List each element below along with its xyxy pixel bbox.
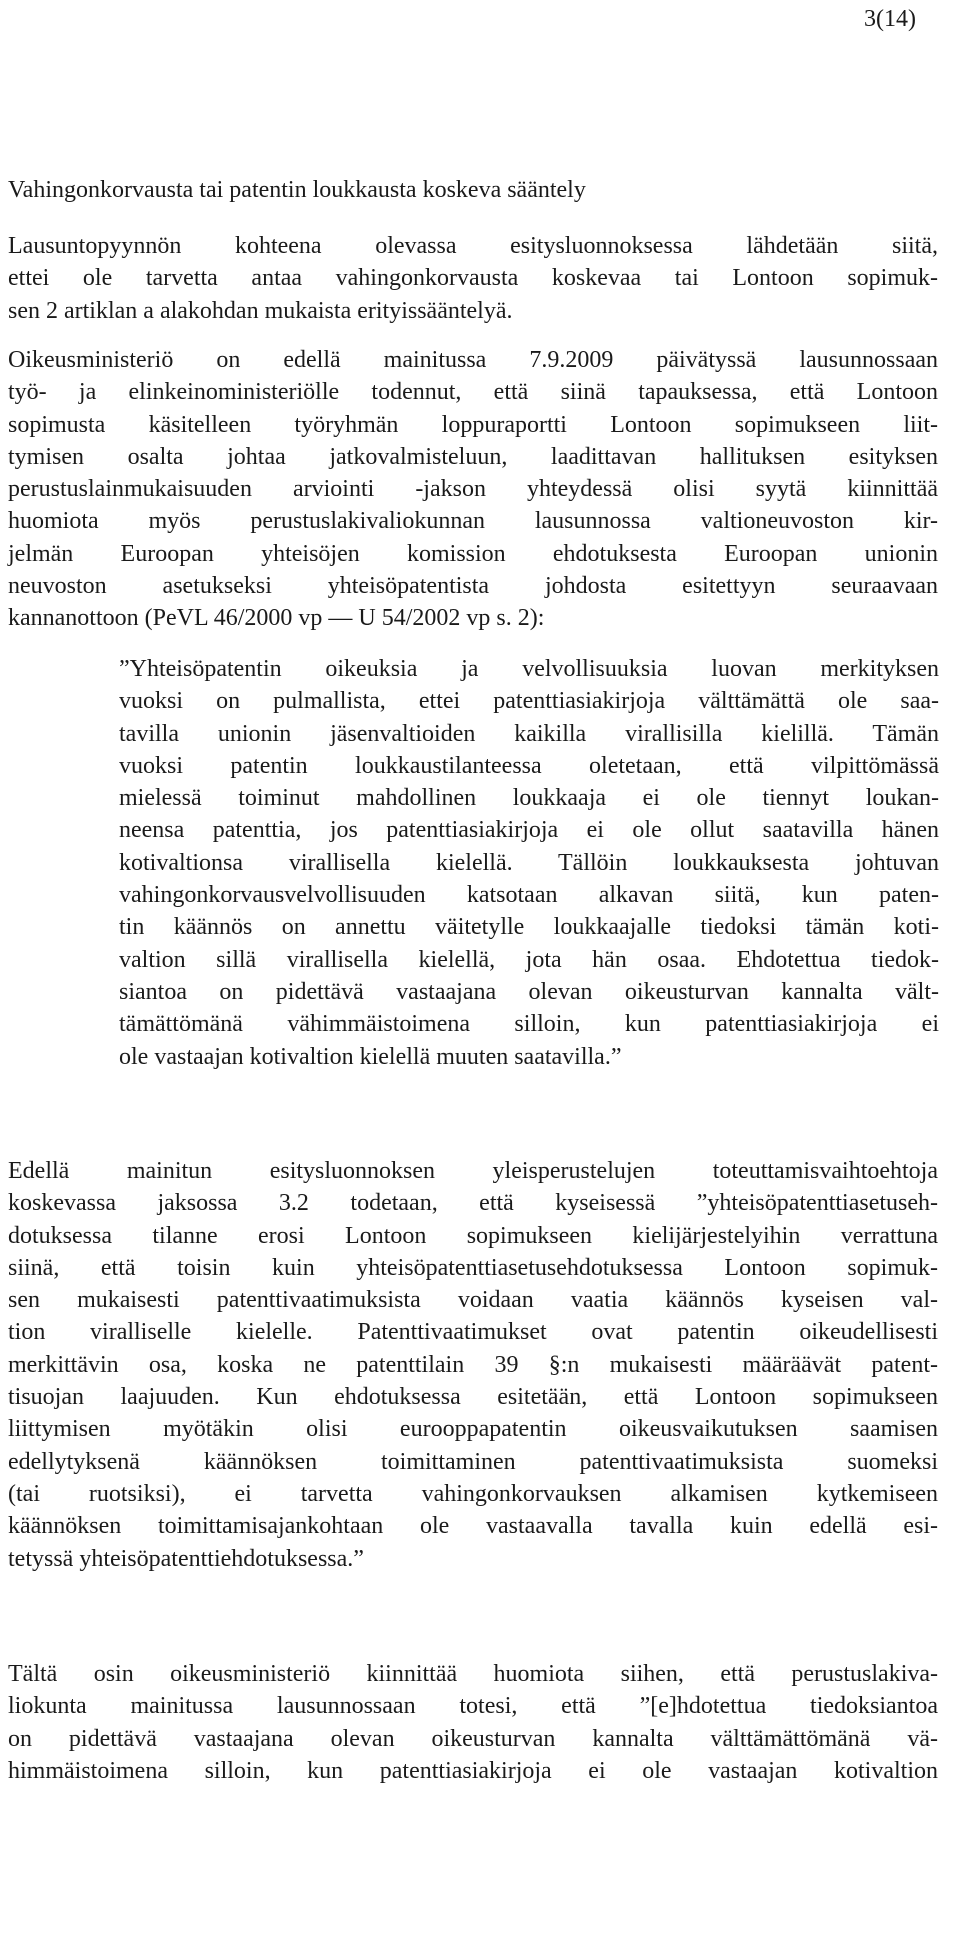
paragraph-line: tymisen osalta johtaa jatkovalmisteluun, laadittavan hallituksen esityksen xyxy=(8,443,938,470)
quote-line: mielessä toiminut mahdollinen loukkaaja ei ole tiennyt loukan- xyxy=(119,785,939,812)
paragraph-1 xyxy=(8,230,938,327)
paragraph-line: perustuslainmukaisuuden arviointi -jakson yhteydessä olisi syytä kiinnittää xyxy=(8,476,938,503)
paragraph-line: edellytyksenä käännöksen toimittaminen patenttivaatimuksista suomeksi xyxy=(8,1448,938,1475)
paragraph-line: tetyssä yhteisöpatenttiehdotuksessa.” xyxy=(8,1545,364,1572)
paragraph-line: sen mukaisesti patenttivaatimuksista voidaan vaatia käännös kyseisen val- xyxy=(8,1287,938,1314)
paragraph-4 xyxy=(8,1658,938,1787)
paragraph-line: työ- ja elinkeinoministeriölle todennut, että siinä tapauksessa, että Lontoon xyxy=(8,379,938,406)
quote-line: tämättömänä vähimmäistoimena silloin, kun patenttiasiakirjoja ei xyxy=(119,1011,939,1038)
paragraph-line: liokunta mainitussa lausunnossaan totesi, että ”[e]hdotettua tiedoksiantoa xyxy=(8,1693,938,1720)
paragraph-line: neuvoston asetukseksi yhteisöpatentista johdosta esitettyyn seuraavaan xyxy=(8,573,938,600)
quote-line: tin käännös on annettu väitetylle loukkaajalle tiedoksi tämän koti- xyxy=(119,914,939,941)
paragraph-line: Lausuntopyynnön kohteena olevassa esitysluonnoksessa lähdetään siitä, xyxy=(8,233,938,259)
quote-line: vuoksi on pulmallista, ettei patenttiasiakirjoja välttämättä ole saa- xyxy=(119,688,939,715)
quote-line: ”Yhteisöpatentin oikeuksia ja velvollisuuksia luovan merkityksen xyxy=(119,656,939,682)
paragraph-line: on pidettävä vastaajana olevan oikeusturvan kannalta välttämättömänä vä- xyxy=(8,1725,938,1752)
paragraph-line: käännöksen toimittamisajankohtaan ole vastaavalla tavalla kuin edellä esi- xyxy=(8,1513,938,1540)
paragraph-line: jelmän Euroopan yhteisöjen komission ehdotuksesta Euroopan unionin xyxy=(8,540,938,567)
section-heading: Vahingonkorvausta tai patentin loukkausta koskeva sääntely xyxy=(8,177,586,203)
paragraph-line: himmäistoimena silloin, kun patenttiasiakirjoja ei ole vastaajan kotivaltion xyxy=(8,1757,938,1784)
paragraph-3 xyxy=(8,1155,938,1575)
paragraph-line: siinä, että toisin kuin yhteisöpatenttiasetusehdotuksessa Lontoon sopimuk- xyxy=(8,1254,938,1281)
paragraph-line: kannanottoon (PeVL 46/2000 vp — U 54/2002 vp s. 2): xyxy=(8,605,545,632)
quote-line: vuoksi patentin loukkaustilanteessa oletetaan, että vilpittömässä xyxy=(119,752,939,779)
paragraph-line: sopimusta käsitelleen työryhmän loppuraportti Lontoon sopimukseen liit- xyxy=(8,411,938,438)
paragraph-line: huomiota myös perustuslakivaliokunnan lausunnossa valtioneuvoston kir- xyxy=(8,508,938,535)
quote-line: tavilla unionin jäsenvaltioiden kaikilla virallisilla kielillä. Tämän xyxy=(119,720,939,747)
quote-line: neensa patenttia, jos patenttiasiakirjoja ei ole ollut saatavilla hänen xyxy=(119,817,939,844)
paragraph-line: merkittävin osa, koska ne patenttilain 39 §:n mukaisesti määräävät patent- xyxy=(8,1351,938,1378)
paragraph-2 xyxy=(8,344,938,635)
block-quote xyxy=(119,653,939,1073)
paragraph-line: Edellä mainitun esitysluonnoksen yleisperustelujen toteuttamisvaihtoehtoja xyxy=(8,1158,938,1184)
quote-line: ole vastaajan kotivaltion kielellä muuten saatavilla.” xyxy=(119,1043,622,1070)
paragraph-line: Tältä osin oikeusministeriö kiinnittää huomiota siihen, että perustuslakiva- xyxy=(8,1661,938,1687)
paragraph-line: (tai ruotsiksi), ei tarvetta vahingonkorvauksen alkamisen kytkemiseen xyxy=(8,1480,938,1507)
paragraph-line: koskevassa jaksossa 3.2 todetaan, että kyseisessä ”yhteisöpatenttiasetuseh- xyxy=(8,1190,938,1217)
paragraph-line: sen 2 artiklan a alakohdan mukaista erityissääntelyä. xyxy=(8,297,513,324)
page-number: 3(14) xyxy=(864,6,916,32)
paragraph-line: Oikeusministeriö on edellä mainitussa 7.9.2009 päivätyssä lausunnossaan xyxy=(8,347,938,373)
quote-line: siantoa on pidettävä vastaajana olevan oikeusturvan kannalta vält- xyxy=(119,978,939,1005)
quote-line: valtion sillä virallisella kielellä, jota hän osaa. Ehdotettua tiedok- xyxy=(119,946,939,973)
paragraph-line: tion viralliselle kielelle. Patenttivaatimukset ovat patentin oikeudellisesti xyxy=(8,1319,938,1346)
paragraph-line: liittymisen myötäkin olisi eurooppapatentin oikeusvaikutuksen saamisen xyxy=(8,1416,938,1443)
paragraph-line: tisuojan laajuuden. Kun ehdotuksessa esitetään, että Lontoon sopimukseen xyxy=(8,1384,938,1411)
quote-line: kotivaltionsa virallisella kielellä. Tällöin loukkauksesta johtuvan xyxy=(119,849,939,876)
quote-line: vahingonkorvausvelvollisuuden katsotaan alkavan siitä, kun paten- xyxy=(119,882,939,909)
paragraph-line: dotuksessa tilanne erosi Lontoon sopimukseen kielijärjestelyihin verrattuna xyxy=(8,1222,938,1249)
paragraph-line: ettei ole tarvetta antaa vahingonkorvausta koskevaa tai Lontoon sopimuk- xyxy=(8,265,938,292)
